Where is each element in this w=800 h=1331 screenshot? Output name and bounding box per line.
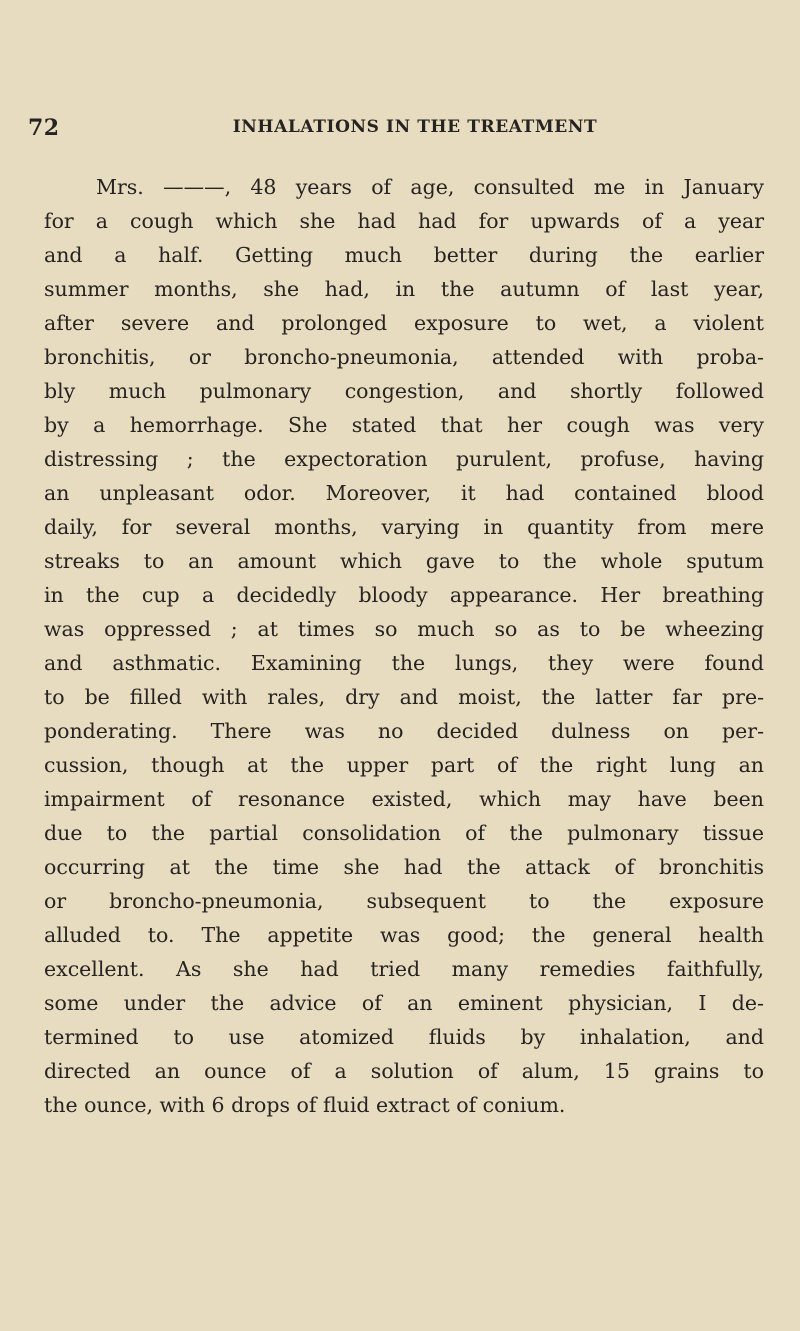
text-line: excellent. As she had tried many remedies faithfully, [44, 957, 764, 981]
text-line: summer months, she had, in the autumn of last year, [44, 277, 764, 301]
text-line: by a hemorrhage. She stated that her cough was very [44, 413, 764, 437]
text-line: for a cough which she had had for upwards of a year [44, 209, 764, 233]
text-line: termined to use atomized fluids by inhalation, and [44, 1025, 764, 1049]
text-line: to be filled with rales, dry and moist, the latter far pre- [44, 685, 764, 709]
text-line: occurring at the time she had the attack of bronchitis [44, 855, 764, 879]
text-line: impairment of resonance existed, which may have been [44, 787, 764, 811]
text-line: after severe and prolonged exposure to wet, a violent [44, 311, 764, 335]
text-line: due to the partial consolidation of the pulmonary tissue [44, 821, 764, 845]
text-line: bly much pulmonary congestion, and shortly followed [44, 379, 764, 403]
text-line: daily, for several months, varying in quantity from mere [44, 515, 764, 539]
text-line: some under the advice of an eminent physician, I de- [44, 991, 764, 1015]
text-line: cussion, though at the upper part of the right lung an [44, 753, 764, 777]
text-line: Mrs. ———, 48 years of age, consulted me in January [96, 175, 764, 199]
running-title: INHALATIONS IN THE TREATMENT [232, 117, 598, 137]
text-line: ponderating. There was no decided dulness on per- [44, 719, 764, 743]
text-line: an unpleasant odor. Moreover, it had contained blood [44, 481, 764, 505]
text-line: streaks to an amount which gave to the whole sputum [44, 549, 764, 573]
text-line: bronchitis, or broncho-pneumonia, attended with proba- [44, 345, 764, 369]
text-line: and asthmatic. Examining the lungs, they were found [44, 651, 764, 675]
text-line: directed an ounce of a solution of alum, 15 grains to [44, 1059, 764, 1083]
text-line: distressing ; the expectoration purulent, profuse, having [44, 447, 764, 471]
text-line: in the cup a decidedly bloody appearance. Her breathing [44, 583, 764, 607]
text-line: alluded to. The appetite was good; the general health [44, 923, 764, 947]
page-number: 72 [28, 115, 60, 141]
page-header [0, 115, 800, 145]
text-line: was oppressed ; at times so much so as to be wheezing [44, 617, 764, 641]
text-line: the ounce, with 6 drops of fluid extract of conium. [44, 1093, 566, 1117]
text-line: and a half. Getting much better during the earlier [44, 243, 764, 267]
text-line: or broncho-pneumonia, subsequent to the exposure [44, 889, 764, 913]
